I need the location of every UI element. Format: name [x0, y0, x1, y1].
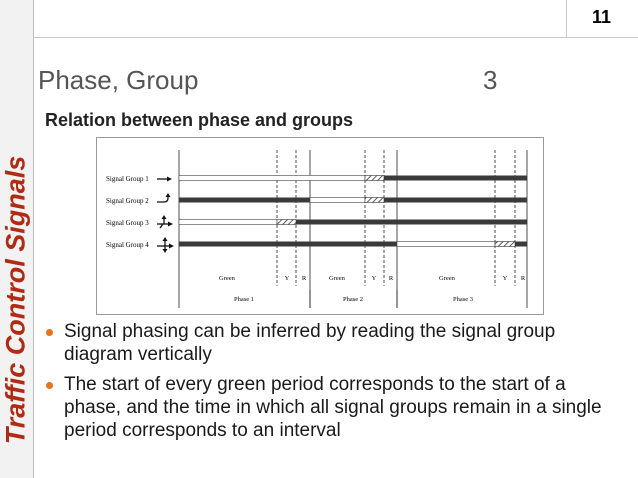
bullet-list — [44, 320, 624, 449]
interval-label-red: R — [388, 275, 394, 282]
phase-label: Phase 3 — [452, 296, 474, 303]
phase-labels — [234, 296, 473, 303]
bullet-icon — [46, 382, 53, 389]
phase-boundaries — [179, 150, 527, 308]
three-way-arrow-icon — [157, 215, 173, 228]
phase-label: Phase 1 — [233, 296, 255, 303]
green-bar — [296, 220, 527, 225]
interval-label-yellow: Y — [284, 275, 290, 282]
side-title: Traffic Control Signals — [0, 155, 31, 445]
interval-label-green: Green — [439, 275, 455, 282]
group-label: Signal Group 3 — [106, 219, 149, 227]
group-label: Signal Group 4 — [106, 241, 149, 249]
green-bar — [384, 198, 527, 203]
red-bar — [310, 198, 365, 203]
interval-label-yellow: Y — [371, 275, 377, 282]
slide-number: 11 — [592, 7, 612, 27]
slide-number-divider — [566, 0, 567, 37]
group-label: Signal Group 2 — [106, 197, 149, 205]
interval-label-red: R — [520, 275, 526, 282]
interval-label-green: Green — [329, 275, 345, 282]
slide-title: Phase, Group — [38, 65, 199, 95]
yellow-bar — [495, 242, 515, 247]
sidebar — [0, 0, 34, 478]
straight-arrow-icon — [157, 177, 172, 182]
group-icons — [157, 177, 174, 254]
green-bar — [179, 242, 397, 247]
bullet-icon — [46, 329, 53, 336]
right-turn-arrow-icon — [157, 193, 171, 202]
bullet-item — [44, 320, 624, 366]
red-bar — [179, 176, 365, 181]
bullet-text: Signal phasing can be inferred by reading the signal group diagram vertically — [64, 321, 556, 365]
signal-bars — [179, 176, 527, 247]
yellow-bar — [277, 220, 296, 225]
interval-label-red: R — [301, 275, 307, 282]
header-divider — [33, 37, 638, 38]
interval-labels — [219, 275, 526, 282]
bullet-text: The start of every green period corresponds to the start of a phase, and the time in which all signal groups remain in a single period corresponds to an interval — [64, 374, 602, 441]
four-way-arrow-icon — [157, 237, 174, 253]
bullet-item — [44, 373, 624, 442]
red-bar — [397, 242, 495, 247]
diagram-svg — [97, 138, 543, 314]
red-bar — [179, 220, 277, 225]
slide-subtitle: Relation between phase and groups — [45, 110, 354, 130]
phase-label: Phase 2 — [342, 296, 364, 303]
yellow-bar — [365, 198, 384, 203]
signal-group-diagram — [96, 137, 544, 315]
yellow-bar — [365, 176, 384, 181]
green-bar — [384, 176, 527, 181]
group-labels — [106, 175, 149, 249]
interval-label-green: Green — [219, 275, 235, 282]
slide-title-number: 3 — [483, 65, 498, 95]
group-label: Signal Group 1 — [106, 175, 149, 183]
green-bar — [515, 242, 527, 247]
interval-label-yellow: Y — [502, 275, 508, 282]
green-bar — [179, 198, 310, 203]
